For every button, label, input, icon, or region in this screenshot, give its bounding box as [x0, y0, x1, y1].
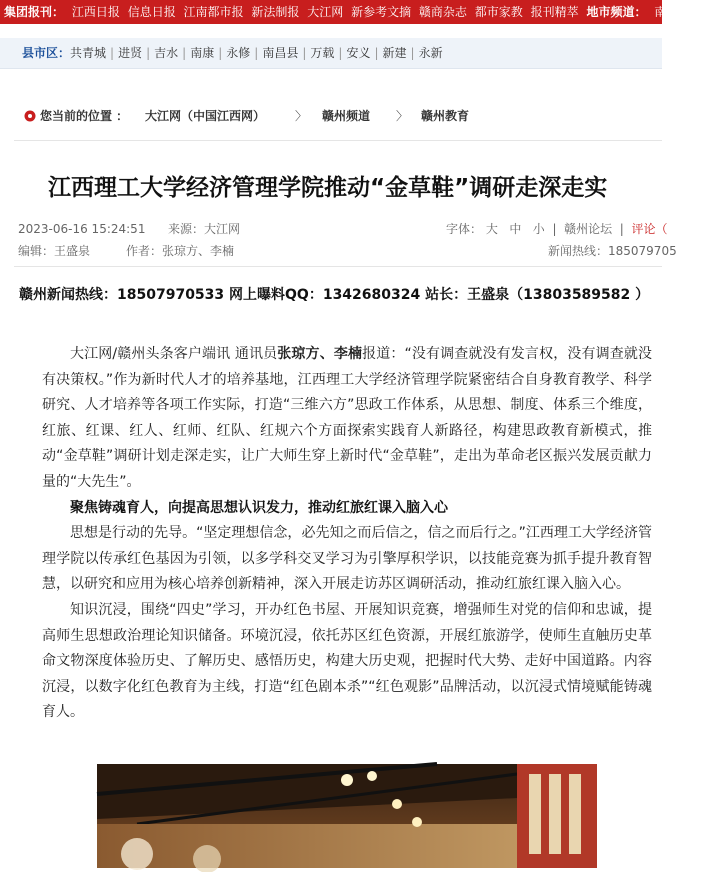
top-nav-item[interactable]: 报刊精萃 — [530, 5, 579, 19]
divider: | — [302, 46, 307, 60]
divider — [14, 140, 662, 141]
region-item[interactable]: 九江 — [686, 5, 710, 19]
font-size-medium-button[interactable]: 中 — [509, 222, 522, 236]
font-size-small-button[interactable]: 小 — [532, 222, 545, 236]
location-pin-icon — [24, 110, 36, 122]
news-hotline: 新闻热线：185079705 — [548, 244, 677, 258]
divider: | — [615, 222, 628, 236]
county-link[interactable]: 安义 — [346, 46, 371, 60]
top-nav-item[interactable]: 大江网 — [307, 5, 344, 19]
county-link[interactable]: 万载 — [310, 46, 335, 60]
hotline-banner: 赣州新闻热线：18507970533 网上曝料QQ：1342680324 站长：王盛泉（13803589582 ） — [19, 287, 650, 303]
divider: | — [410, 46, 415, 60]
region-item[interactable]: 南昌 — [654, 5, 679, 19]
top-nav-item[interactable]: 赣商杂志 — [418, 5, 467, 19]
font-size-large-button[interactable]: 大 — [485, 222, 498, 236]
divider: | — [110, 46, 115, 60]
top-nav-item[interactable]: 新参考文摘 — [351, 5, 412, 19]
article-paragraph: 知识沉浸，围绕“四史”学习，开办红色书屋、开展知识竞赛，增强师生对党的信仰和忠诚，提高师生思想政治理论知识储备。环境沉浸，依托苏区红色资源，开展红旅游学，使师生直触历史革命文物深度体验历史、了解历史、感悟历史，构建大历史观，把握时代大势、走好中国道路。内容沉浸，以数字化红色教育为主线，打造“红色剧本杀”“红色观影”品牌活动，以沉浸式情境赋能铸魂育人。 — [42, 601, 652, 721]
breadcrumb-separator: 〉 — [295, 109, 308, 123]
county-link[interactable]: 吉水 — [154, 46, 179, 60]
article-paragraph: 思想是行动的先导。“坚定理想信念，必先知之而后信之，信之而后行之。”江西理工大学经济管理学院以传承红色基因为引领，以多学科交叉学习为引擎厚积学识，以技能竞赛为抓手提升教育智慧，以研究和应用为核心培养创新精神，深入开展走访苏区调研活动，推动红旅红课入脑入心。 — [42, 525, 652, 593]
county-link[interactable]: 新建 — [382, 46, 407, 60]
article-datetime: 2023-06-16 15:24:51 — [18, 222, 146, 236]
divider: | — [338, 46, 343, 60]
county-nav-label: 县市区： — [22, 46, 71, 60]
divider: | — [146, 46, 151, 60]
exhibition-hall-image — [97, 764, 597, 868]
divider: | — [254, 46, 259, 60]
divider: | — [374, 46, 379, 60]
top-nav-item[interactable]: 新法制报 — [251, 5, 300, 19]
article-body — [42, 342, 652, 726]
article-title: 江西理工大学经济管理学院推动“金草鞋”调研走深走实 — [48, 175, 608, 201]
article-photo — [97, 764, 597, 868]
county-link[interactable]: 进贤 — [118, 46, 143, 60]
article-source: 来源：大江网 — [168, 222, 241, 236]
top-nav-item[interactable]: 都市家教 — [474, 5, 523, 19]
county-link[interactable]: 永修 — [226, 46, 251, 60]
article-subtitle: 聚焦铸魂育人，向提高思想认识发力，推动红旅红课入脑入心 — [70, 499, 448, 516]
county-link[interactable]: 永新 — [418, 46, 443, 60]
breadcrumb-home-link[interactable]: 大江网（中国江西网） — [145, 109, 266, 123]
county-link[interactable]: 南昌县 — [262, 46, 299, 60]
top-nav-item[interactable]: 江西日报 — [71, 5, 120, 19]
top-nav-item[interactable]: 信息日报 — [127, 5, 176, 19]
county-link[interactable]: 共青城 — [70, 46, 107, 60]
breadcrumb-separator: 〉 — [396, 109, 409, 123]
breadcrumb-channel-link[interactable]: 赣州频道 — [322, 109, 371, 123]
article-author: 作者：张琼方、李楠 — [126, 244, 235, 258]
article-editor: 编辑：王盛泉 — [18, 244, 91, 258]
county-nav-bar — [0, 38, 662, 69]
county-link[interactable]: 南康 — [190, 46, 215, 60]
group-newspaper-label: 集团报刊： — [4, 5, 65, 19]
divider: | — [548, 222, 561, 236]
article-paragraph: 大江网/赣州头条客户端讯 通讯员张琼方、李楠报道：“没有调查就没有发言权，没有调查就没有决策权。”作为新时代人才的培养基地，江西理工大学经济管理学院紧密结合自身教育教学、科学研究、人才培养等各项工作实际，打造“三维六方”思政工作体系，从思想、制度、体系三个维度，红旅、红课、红人、红师、红队、红规六个方面探索实践育人新路径，构建思政教育新模式，推动“金草鞋”调研计划走深走实，让广大师生穿上新时代“金草鞋”，走出为革命老区振兴发展贡献力量的“大先生”。 — [42, 346, 652, 490]
divider — [14, 266, 662, 267]
group-newspaper-bar — [0, 0, 710, 24]
breadcrumb-section-link[interactable]: 赣州教育 — [421, 109, 470, 123]
divider: | — [218, 46, 223, 60]
divider: | — [182, 46, 187, 60]
font-size-label: 字体： — [446, 222, 483, 236]
font-size-controls — [446, 220, 667, 238]
region-label: 地市频道： — [586, 5, 647, 19]
comment-link[interactable]: 评论（ — [631, 222, 668, 236]
breadcrumb — [0, 104, 662, 128]
forum-link[interactable]: 赣州论坛 — [564, 222, 613, 236]
breadcrumb-label: 您当前的位置 ： — [40, 109, 129, 123]
top-nav-item[interactable]: 江南都市报 — [183, 5, 244, 19]
